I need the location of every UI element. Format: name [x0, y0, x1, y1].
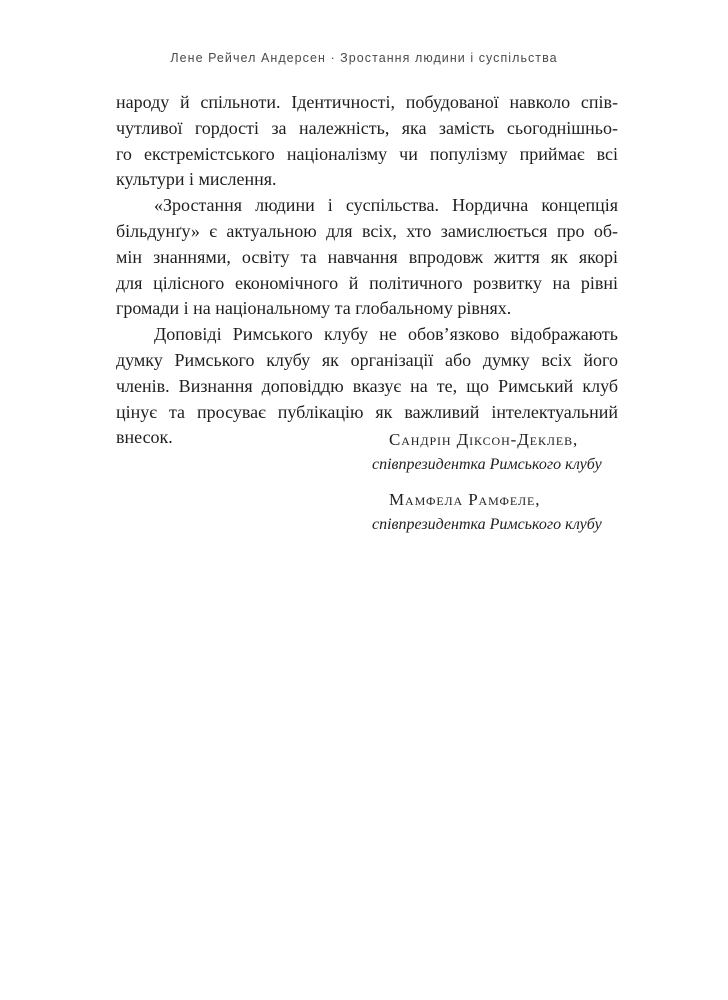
text-line: цінує та просуває публікацію як важливий інтелектуальний — [116, 401, 618, 422]
paragraph — [116, 90, 618, 193]
text-line: чутливої гордості за належність, яка замість сьогоднішньо- — [116, 117, 618, 138]
signature — [372, 427, 632, 477]
text-line: Доповіді Римського клубу не обов’язково відображають — [154, 324, 618, 345]
signature — [372, 487, 632, 537]
signature-role: співпрезидентка Римського клубу — [372, 456, 602, 473]
signature-role: співпрезидентка Римського клубу — [372, 516, 602, 533]
body-text — [116, 90, 618, 451]
signature-name: Мамфела Рамфеле, — [389, 490, 541, 509]
text-line: го екстремістського націоналізму чи популізму приймає всі — [116, 143, 618, 164]
text-line: внесок. — [116, 427, 173, 448]
text-line: «Зростання людини і суспільства. Нордична концепція — [154, 195, 618, 216]
text-line: громади і на національному та глобальному рівнях. — [116, 298, 512, 319]
signatures-block — [372, 427, 632, 547]
paragraph — [116, 193, 618, 322]
text-line: більдунґу» є актуальною для всіх, хто замислюється про об- — [116, 220, 618, 241]
text-line: членів. Визнання доповіддю вказує на те, що Римський клуб — [116, 375, 618, 396]
text-line: думку Римського клубу як організації або думку всіх його — [116, 349, 618, 370]
signature-name: Сандрін Діксон-Деклев, — [389, 430, 579, 449]
text-line: мін знаннями, освіту та навчання впродовж життя як якорі — [116, 246, 618, 267]
text-line: культури і мислення. — [116, 169, 277, 190]
running-head: Лене Рейчел Андерсен · Зростання людини і суспільства — [170, 51, 558, 65]
text-line: народу й спільноти. Ідентичності, побудованої навколо спів- — [116, 92, 618, 112]
text-line: для цілісного економічного й політичного розвитку на рівні — [116, 272, 618, 293]
